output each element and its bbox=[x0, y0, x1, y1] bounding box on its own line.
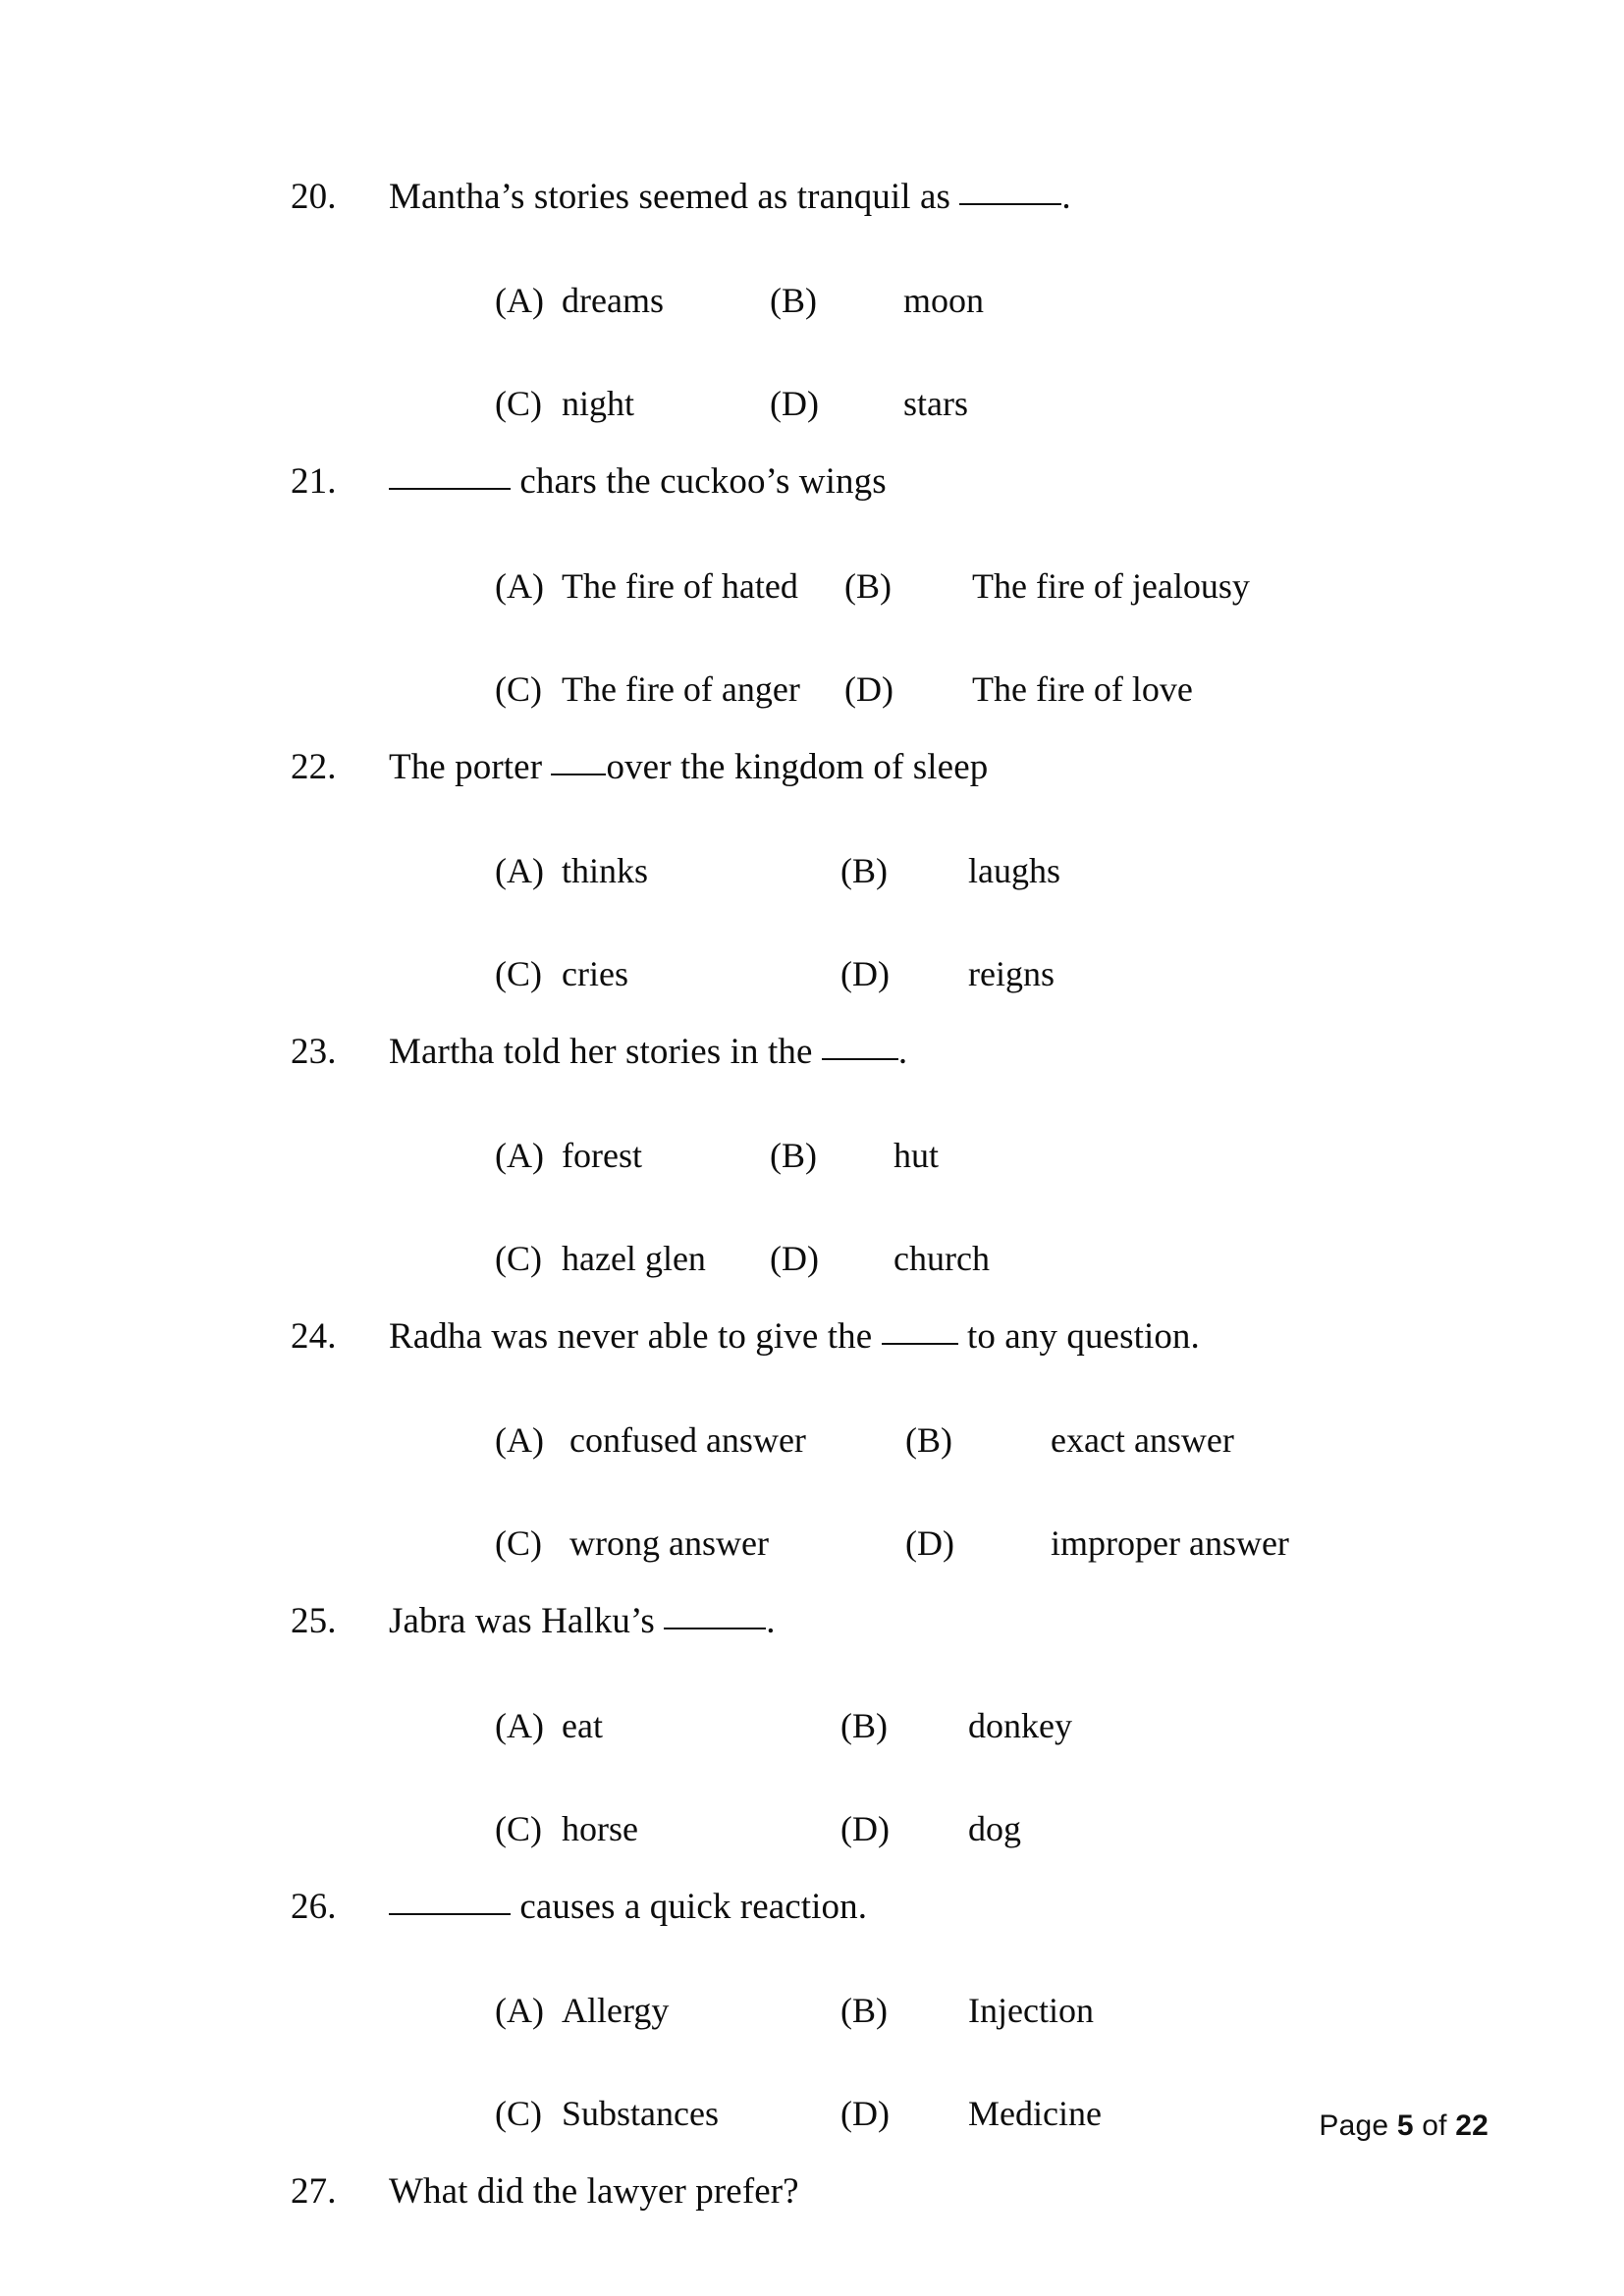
option-tag: (C) bbox=[495, 1808, 542, 1848]
option-tag: (B) bbox=[840, 1705, 888, 1745]
option-c[interactable] bbox=[495, 952, 840, 996]
option-tag: (C) bbox=[495, 1239, 542, 1278]
option-a[interactable] bbox=[495, 279, 770, 323]
option-label: confused answer bbox=[569, 1420, 806, 1461]
question-number: 26. bbox=[291, 1886, 337, 1927]
option-row bbox=[495, 1134, 1624, 1178]
answer-blank bbox=[882, 1343, 958, 1345]
question-stem-before: What did the lawyer prefer? bbox=[389, 2170, 799, 2212]
question-block bbox=[0, 175, 1624, 426]
option-tag: (A) bbox=[495, 281, 544, 321]
option-b[interactable] bbox=[840, 849, 1060, 893]
option-label: forest bbox=[562, 1136, 642, 1175]
question-stem-before: Radha was never able to give the bbox=[389, 1316, 882, 1357]
option-tag: (C) bbox=[495, 384, 542, 424]
question-stem bbox=[0, 745, 1624, 790]
question-stem-before: Jabra was Halku’s bbox=[389, 1601, 665, 1642]
option-c[interactable] bbox=[495, 382, 770, 426]
question-number: 20. bbox=[291, 177, 337, 217]
answer-blank bbox=[664, 1628, 766, 1629]
question-stem-after: . bbox=[1061, 177, 1071, 217]
option-row bbox=[495, 1522, 1624, 1566]
option-label: Allergy bbox=[562, 1990, 670, 2030]
option-label: reigns bbox=[968, 953, 1055, 993]
option-label: eat bbox=[562, 1705, 603, 1745]
option-row bbox=[495, 382, 1624, 426]
option-tag: (B) bbox=[840, 1990, 888, 2030]
option-label: dreams bbox=[562, 281, 664, 321]
answer-blank bbox=[389, 1913, 511, 1915]
option-tag: (C) bbox=[495, 2093, 542, 2133]
option-label: The fire of hated bbox=[562, 565, 798, 606]
option-tag: (D) bbox=[840, 1808, 890, 1848]
option-tag: (D) bbox=[840, 953, 890, 993]
question-number: 24. bbox=[291, 1316, 337, 1357]
option-label: church bbox=[893, 1239, 990, 1278]
option-row bbox=[495, 1237, 1624, 1281]
option-b[interactable] bbox=[840, 1989, 1094, 2033]
page-footer bbox=[1285, 2076, 1489, 2176]
option-a[interactable] bbox=[495, 1418, 905, 1463]
option-tag: (A) bbox=[495, 1990, 544, 2030]
option-row bbox=[495, 279, 1624, 323]
option-tag: (D) bbox=[770, 384, 819, 424]
question-number: 21. bbox=[291, 461, 337, 503]
option-c[interactable] bbox=[495, 1237, 770, 1281]
question-block bbox=[0, 1314, 1624, 1566]
question-stem bbox=[0, 1885, 1624, 1930]
option-label: cries bbox=[562, 953, 628, 993]
option-tag: (C) bbox=[495, 668, 542, 709]
option-a[interactable] bbox=[495, 849, 840, 893]
question-stem-after: . bbox=[766, 1601, 776, 1642]
option-tag: (D) bbox=[844, 668, 893, 709]
option-row bbox=[495, 1989, 1624, 2033]
option-c[interactable] bbox=[495, 667, 844, 712]
option-label: dog bbox=[968, 1808, 1021, 1848]
option-label: moon bbox=[903, 281, 985, 321]
option-tag: (C) bbox=[495, 1523, 542, 1564]
option-tag: (B) bbox=[840, 850, 888, 890]
option-tag: (D) bbox=[840, 2093, 890, 2133]
footer-prefix: Page bbox=[1319, 2109, 1397, 2142]
question-block bbox=[0, 459, 1624, 711]
option-label: laughs bbox=[968, 850, 1060, 890]
question-stem bbox=[0, 1314, 1624, 1360]
option-label: night bbox=[562, 384, 635, 424]
option-row bbox=[495, 1418, 1624, 1463]
option-tag: (B) bbox=[770, 1136, 817, 1175]
question-text bbox=[389, 1030, 1624, 1075]
answer-blank bbox=[959, 203, 1061, 205]
option-tag: (A) bbox=[495, 1136, 544, 1175]
question-text bbox=[389, 175, 1624, 220]
answer-blank bbox=[822, 1058, 898, 1060]
question-number: 22. bbox=[291, 746, 337, 787]
answer-blank bbox=[389, 488, 511, 490]
option-tag: (C) bbox=[495, 953, 542, 993]
option-tag: (A) bbox=[495, 1420, 544, 1461]
option-d[interactable] bbox=[840, 952, 1055, 996]
option-tag: (A) bbox=[495, 1705, 544, 1745]
question-block bbox=[0, 1030, 1624, 1281]
question-stem-after: causes a quick reaction. bbox=[511, 1886, 868, 1927]
question-block bbox=[0, 1599, 1624, 1850]
question-stem-after: over the kingdom of sleep bbox=[606, 746, 989, 787]
question-block bbox=[0, 745, 1624, 996]
option-c[interactable] bbox=[495, 1807, 840, 1851]
option-tag: (B) bbox=[905, 1420, 952, 1461]
question-stem-before: Mantha’s stories seemed as tranquil as bbox=[389, 177, 960, 217]
option-a[interactable] bbox=[495, 1704, 840, 1748]
option-label: improper answer bbox=[1051, 1523, 1289, 1564]
footer-total-pages: 22 bbox=[1455, 2109, 1489, 2142]
option-label: The fire of love bbox=[972, 668, 1193, 709]
option-c[interactable] bbox=[495, 1522, 905, 1566]
option-d[interactable] bbox=[770, 1237, 990, 1281]
question-stem bbox=[0, 175, 1624, 220]
answer-blank bbox=[551, 774, 606, 775]
question-stem-after: . bbox=[897, 1031, 908, 1072]
question-text bbox=[389, 1885, 1624, 1930]
question-stem bbox=[0, 459, 1624, 505]
option-row bbox=[495, 849, 1624, 893]
question-stem bbox=[0, 1030, 1624, 1075]
option-d[interactable] bbox=[840, 2092, 1102, 2136]
option-tag: (A) bbox=[495, 850, 544, 890]
option-b[interactable] bbox=[905, 1418, 1234, 1463]
question-text bbox=[389, 459, 1624, 505]
question-text bbox=[389, 1599, 1624, 1644]
option-label: Injection bbox=[968, 1990, 1094, 2030]
option-label: exact answer bbox=[1051, 1420, 1234, 1461]
option-label: The fire of anger bbox=[562, 668, 800, 709]
option-b[interactable] bbox=[770, 279, 984, 323]
option-label: thinks bbox=[562, 850, 649, 890]
question-number: 25. bbox=[291, 1601, 337, 1642]
question-stem-before: The porter bbox=[389, 746, 552, 787]
option-c[interactable] bbox=[495, 2092, 840, 2136]
option-label: Substances bbox=[562, 2093, 719, 2133]
option-label: donkey bbox=[968, 1705, 1072, 1745]
option-d[interactable] bbox=[840, 1807, 1021, 1851]
option-tag: (B) bbox=[844, 565, 892, 606]
option-tag: (B) bbox=[770, 281, 817, 321]
option-tag: (D) bbox=[905, 1523, 954, 1564]
question-stem-after: to any question. bbox=[957, 1316, 1200, 1357]
question-number: 23. bbox=[291, 1031, 337, 1072]
option-d[interactable] bbox=[844, 667, 1193, 712]
option-label: hut bbox=[893, 1136, 940, 1175]
question-number: 27. bbox=[291, 2170, 337, 2212]
option-a[interactable] bbox=[495, 564, 844, 609]
option-label: stars bbox=[903, 384, 968, 424]
option-row bbox=[495, 1704, 1624, 1748]
option-tag: (D) bbox=[770, 1239, 819, 1278]
option-label: hazel glen bbox=[562, 1239, 706, 1278]
option-label: The fire of jealousy bbox=[972, 565, 1250, 606]
option-label: wrong answer bbox=[569, 1523, 769, 1564]
option-tag: (A) bbox=[495, 565, 544, 606]
option-row bbox=[495, 952, 1624, 996]
option-label: Medicine bbox=[968, 2093, 1102, 2133]
option-b[interactable] bbox=[844, 564, 1250, 609]
question-stem bbox=[0, 1599, 1624, 1644]
option-a[interactable] bbox=[495, 1989, 840, 2033]
option-b[interactable] bbox=[840, 1704, 1072, 1748]
footer-page-number: 5 bbox=[1396, 2109, 1414, 2142]
question-text bbox=[389, 745, 1624, 790]
option-row bbox=[495, 667, 1624, 712]
question-text bbox=[389, 1314, 1624, 1360]
question-stem-before: Martha told her stories in the bbox=[389, 1031, 822, 1072]
option-row bbox=[495, 1807, 1624, 1851]
question-stem-after: chars the cuckoo’s wings bbox=[511, 461, 887, 503]
option-d[interactable] bbox=[905, 1522, 1289, 1566]
option-b[interactable] bbox=[770, 1134, 939, 1178]
footer-middle: of bbox=[1413, 2109, 1456, 2142]
option-a[interactable] bbox=[495, 1134, 770, 1178]
option-d[interactable] bbox=[770, 382, 968, 426]
option-row bbox=[495, 564, 1624, 609]
option-label: horse bbox=[562, 1808, 638, 1848]
